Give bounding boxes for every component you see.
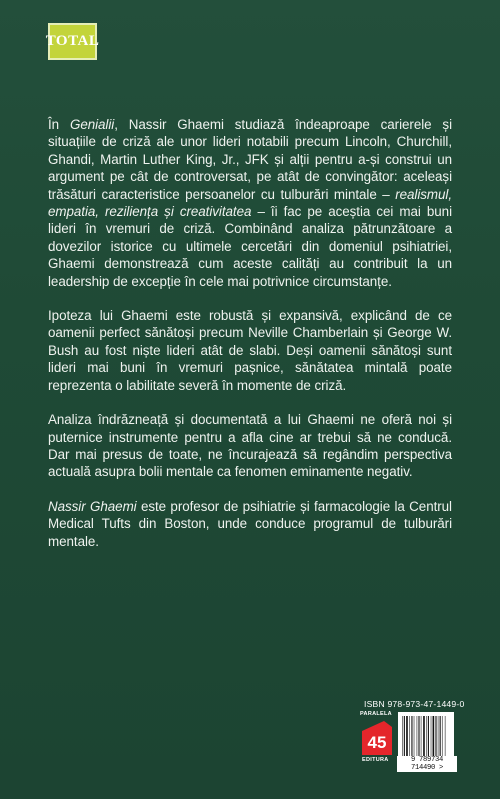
blurb (48, 116, 452, 567)
barcode-bar (431, 716, 432, 756)
barcode-bar (428, 716, 429, 756)
traits-list: realismul, empatia, reziliența și creativitatea (48, 186, 452, 220)
blurb-paragraph-2: Ipoteza lui Ghaemi este robustă și expansivă, explicând de ce oamenii perfect sănătoși precum Neville Chamberlain și George W. Bush au fost niște lideri atât de slabi. Deși oamenii sănătoși sunt lideri mai buni în vremuri pașnice, sănătatea mintală poate reprezenta o labilitate severă în momente de criză. (48, 308, 452, 393)
publisher-mark-text: 45 (367, 733, 387, 752)
publisher-logo (358, 709, 396, 769)
barcode-bar (433, 716, 435, 756)
collection-logo (45, 23, 100, 60)
barcode-bar (404, 716, 405, 756)
blurb-paragraph-1 (48, 116, 452, 290)
author-bio-text: este profesor de psihiatrie și farmacologie la Centrul Medical Tufts din Boston, unde conduce programul de tulburări mentale. (48, 498, 452, 549)
barcode-bar (418, 716, 419, 756)
author-bio (48, 498, 452, 550)
author-name: Nassir Ghaemi (48, 498, 137, 514)
barcode-bar (438, 716, 439, 756)
collection-logo-text: TOTAL (45, 33, 100, 49)
p1-mid: , Nassir Ghaemi studiază îndeaproape carierele și situațiile de criză ale unor lideri notabili precum Lincoln, Churchill, Ghandi, Martin Luther King, Jr., JFK și alții pentru a-și construi un argument pe cât de controversat, pe atât de convingător: aceleași trăsături caracteristice persoanelor cu tulburări mintale – (48, 117, 452, 202)
barcode-digits: 9 789734 714490 > (397, 756, 457, 772)
barcode-bar (442, 716, 443, 756)
barcode-bar (445, 716, 446, 756)
barcode-bar (402, 716, 403, 756)
publisher-mark-icon (362, 721, 392, 755)
barcode-bar (440, 716, 441, 756)
publisher-name-top: PARALELA (360, 711, 392, 717)
barcode-bar (417, 716, 418, 756)
barcode-bar (406, 716, 408, 756)
barcode-bar (423, 716, 425, 756)
book-title: Genialii (69, 117, 115, 132)
barcode-bar (411, 716, 412, 756)
barcode-bar (414, 716, 415, 756)
isbn: ISBN 978-973-47-1449-0 (364, 699, 465, 709)
blurb-paragraph-3: Analiza îndrăzneață și documentată a lui Ghaemi ne oferă noi și puternice instrumente pentru a afla cine ar trebui să ne conducă. Dar mai presus de toate, ne încurajează să regândim perspectiva actuală asupra bolii mentale ca fenomen eminamente negativ. (48, 412, 452, 480)
barcode-bar (435, 716, 436, 756)
barcode-bars (401, 716, 451, 756)
barcode-bar (409, 716, 410, 756)
p1-lead: În (48, 117, 70, 132)
barcode-bar (421, 716, 422, 756)
publisher-name-bottom: EDITURA (362, 757, 389, 763)
barcode-bar (426, 716, 427, 756)
p1-end: – îi fac pe aceștia cei mai buni lideri în vremuri de criză. Combinând analiza pătrunzătoare a dovezilor istorice cu ultimele cercetări din domeniul psihiatriei, Ghaemi demonstrează cum aceste calități au contribuit la un leadership de excepție în cele mai potrivnice circumstanțe. (48, 204, 452, 289)
